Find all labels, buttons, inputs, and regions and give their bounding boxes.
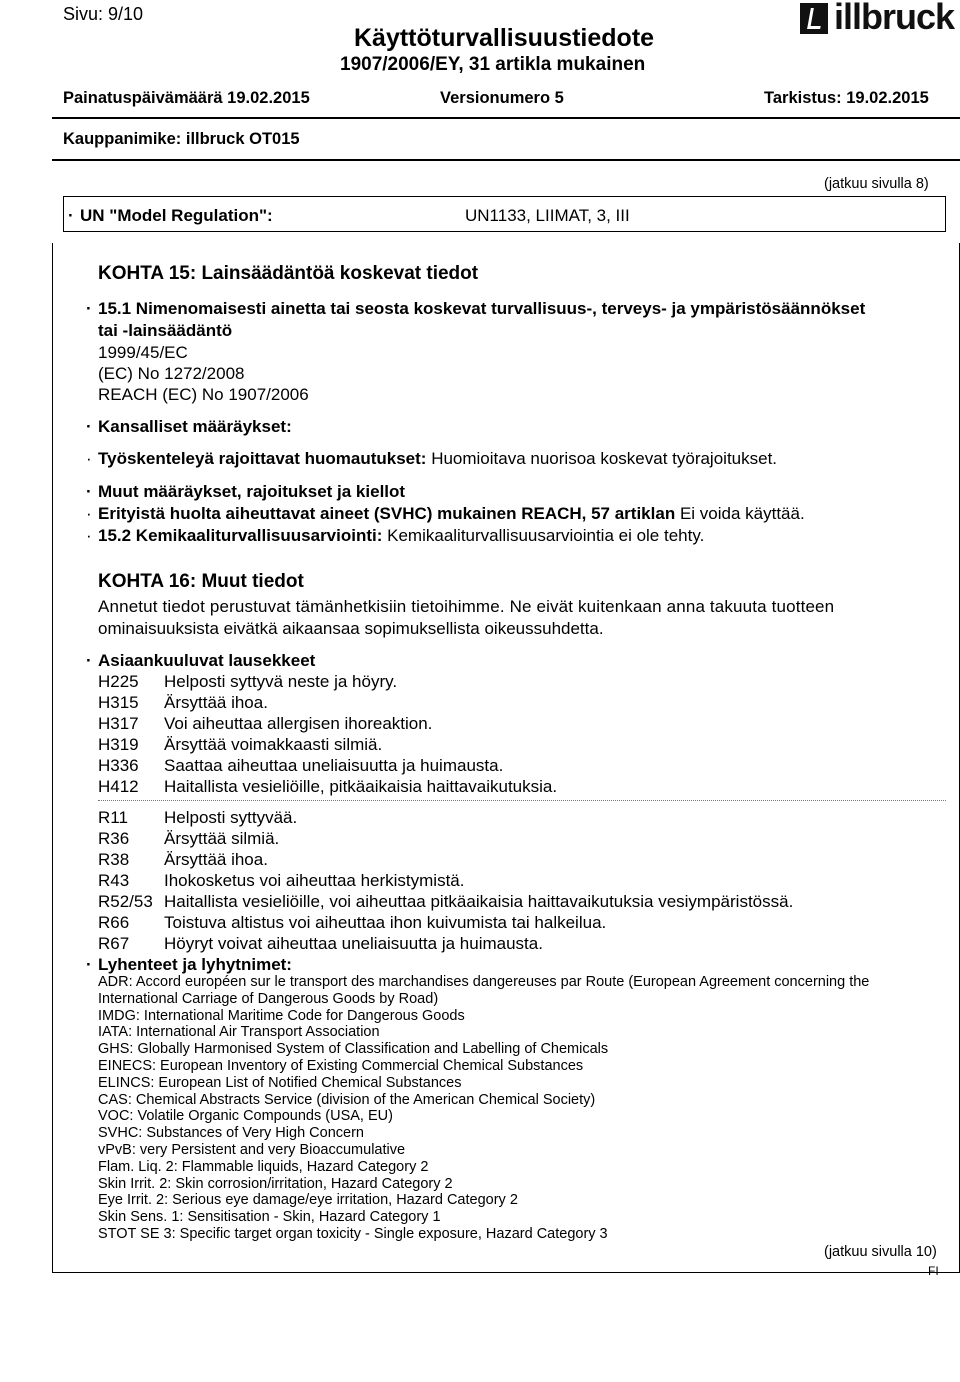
r-phrase: R11 Helposti syttyvää. bbox=[98, 808, 298, 827]
revision-date: Tarkistus: 19.02.2015 bbox=[764, 89, 929, 107]
continued-from: (jatkuu sivulla 8) bbox=[824, 176, 929, 192]
section-15-heading: KOHTA 15: Lainsäädäntöä koskevat tiedot bbox=[98, 263, 479, 284]
continued-to: (jatkuu sivulla 10) bbox=[824, 1244, 937, 1260]
document-title: Käyttöturvallisuustiedote bbox=[354, 24, 655, 52]
r-phrase: R66 Toistuva altistus voi aiheuttaa ihon kuivumista tai halkeilua. bbox=[98, 913, 607, 932]
r-phrase: R36 Ärsyttää silmiä. bbox=[98, 829, 280, 848]
abbreviation-item: STOT SE 3: Specific target organ toxicity - Single exposure, Hazard Category 3 bbox=[98, 1225, 608, 1242]
r-phrase: R52/53 Haitallista vesieliöille, voi aiheuttaa pitkäaikaisia haittavaikutuksia vesiympäristössä. bbox=[98, 892, 794, 911]
abbreviation-item: GHS: Globally Harmonised System of Classification and Labelling of Chemicals bbox=[98, 1041, 609, 1058]
abbreviations-label: · Lyhenteet ja lyhytnimet: bbox=[86, 955, 292, 974]
h-phrase: H412 Haitallista vesieliöille, pitkäaikaisia haittavaikutuksia. bbox=[98, 777, 558, 796]
r-phrase: R38 Ärsyttää ihoa. bbox=[98, 850, 268, 869]
h-phrase: H315 Ärsyttää ihoa. bbox=[98, 693, 268, 712]
h-phrase: H317 Voi aiheuttaa allergisen ihoreaktion. bbox=[98, 714, 433, 733]
r-phrases-list bbox=[98, 807, 793, 954]
work-restrictions: · Työskenteleyä rajoittavat huomautukset: Huomioitava nuorisoa koskevat työrajoitukset. bbox=[86, 449, 778, 468]
abbreviation-item: Skin Irrit. 2: Skin corrosion/irritation, Hazard Category 2 bbox=[98, 1175, 453, 1192]
other-regulations: · Muut määräykset, rajoitukset ja kiellot bbox=[86, 482, 406, 501]
abbreviation-item: EINECS: European Inventory of Existing Commercial Chemical Substances bbox=[98, 1057, 584, 1074]
abbreviation-item: Eye Irrit. 2: Serious eye damage/eye irritation, Hazard Category 2 bbox=[98, 1192, 518, 1209]
print-date: Painatuspäivämäärä 19.02.2015 bbox=[63, 89, 310, 107]
abbreviation-item: ELINCS: European List of Notified Chemical Substances bbox=[98, 1074, 462, 1091]
abbreviation-item: vPvB: very Persistent and very Bioaccumulative bbox=[98, 1141, 406, 1158]
item-15-1-cont: tai -lainsäädäntö bbox=[98, 321, 233, 340]
trade-name-divider bbox=[52, 159, 960, 161]
regulation-item: 1999/45/EC bbox=[98, 343, 188, 362]
h-phrase: H336 Saattaa aiheuttaa uneliaisuutta ja huimausta. bbox=[98, 756, 504, 775]
abbreviation-item: SVHC: Substances of Very High Concern bbox=[98, 1125, 364, 1142]
item-15-1: · 15.1 Nimenomaisesti ainetta tai seosta koskevat turvallisuus-, terveys- ja ympäristösäännökset bbox=[86, 299, 866, 318]
abbreviation-item: CAS: Chemical Abstracts Service (division of the American Chemical Society) bbox=[98, 1091, 596, 1108]
section-16-intro: Annetut tiedot perustuvat tämänhetkisiin tietoihimme. Ne eivät kuitenkaan anna takuuta tuotteen bbox=[98, 597, 835, 616]
section-16-heading: KOHTA 16: Muut tiedot bbox=[98, 571, 304, 592]
un-model-value: UN1133, LIIMAT, 3, III bbox=[465, 206, 630, 225]
abbreviation-item: Flam. Liq. 2: Flammable liquids, Hazard Category 2 bbox=[98, 1158, 429, 1175]
section-16-intro-cont: ominaisuuksista eivätkä aikaansaa sopimuksellista oikeussuhdetta. bbox=[98, 619, 604, 638]
trade-name: Kauppanimike: illbruck OT015 bbox=[63, 130, 300, 148]
regulation-item: (EC) No 1272/2008 bbox=[98, 364, 245, 383]
abbreviation-item: VOC: Volatile Organic Compounds (USA, EU) bbox=[98, 1108, 393, 1125]
header-divider bbox=[52, 117, 960, 119]
un-model-label: · UN "Model Regulation": bbox=[68, 206, 273, 225]
h-phrase: H319 Ärsyttää voimakkaasti silmiä. bbox=[98, 735, 383, 754]
page-number: Sivu: 9/10 bbox=[63, 4, 144, 24]
h-phrase: H225 Helposti syttyvä neste ja höyry. bbox=[98, 672, 398, 691]
document-subtitle: 1907/2006/EY, 31 artikla mukainen bbox=[340, 54, 646, 75]
abbreviation-item: ADR: Accord européen sur le transport des marchandises dangereuses par Route (European Agreement concerning the bbox=[98, 974, 870, 990]
abbreviation-item: IATA: International Air Transport Association bbox=[98, 1024, 380, 1041]
regulation-item: REACH (EC) No 1907/2006 bbox=[98, 385, 309, 404]
abbreviation-item: Skin Sens. 1: Sensitisation - Skin, Hazard Category 1 bbox=[98, 1209, 441, 1226]
abbreviation-item: IMDG: International Maritime Code for Dangerous Goods bbox=[98, 1007, 465, 1024]
version-number: Versionumero 5 bbox=[440, 89, 564, 107]
r-phrase: R43 Ihokosketus voi aiheuttaa herkistymistä. bbox=[98, 871, 465, 890]
h-phrases-list bbox=[98, 671, 557, 797]
language-code: FI bbox=[928, 1264, 939, 1278]
phrase-separator bbox=[98, 800, 946, 801]
abbreviation-item: International Carriage of Dangerous Goods by Road) bbox=[98, 990, 439, 1007]
svhc-line: · Erityistä huolta aiheuttavat aineet (SVHC) mukainen REACH, 57 artiklan Ei voida käyttää. bbox=[86, 504, 805, 523]
relevant-phrases-label: · Asiaankuuluvat lausekkeet bbox=[86, 651, 316, 670]
chemical-safety-assessment: · 15.2 Kemikaaliturvallisuusarviointi: Kemikaaliturvallisuusarviointia ei ole tehty. bbox=[86, 526, 705, 545]
illbruck-logo-mark bbox=[800, 3, 828, 34]
r-phrase: R67 Höyryt voivat aiheuttaa uneliaisuutta ja huimausta. bbox=[98, 934, 543, 953]
abbreviations-list bbox=[98, 974, 869, 1243]
illbruck-logo: illbruck bbox=[834, 0, 955, 37]
national-regulations: · Kansalliset määräykset: bbox=[86, 417, 292, 436]
